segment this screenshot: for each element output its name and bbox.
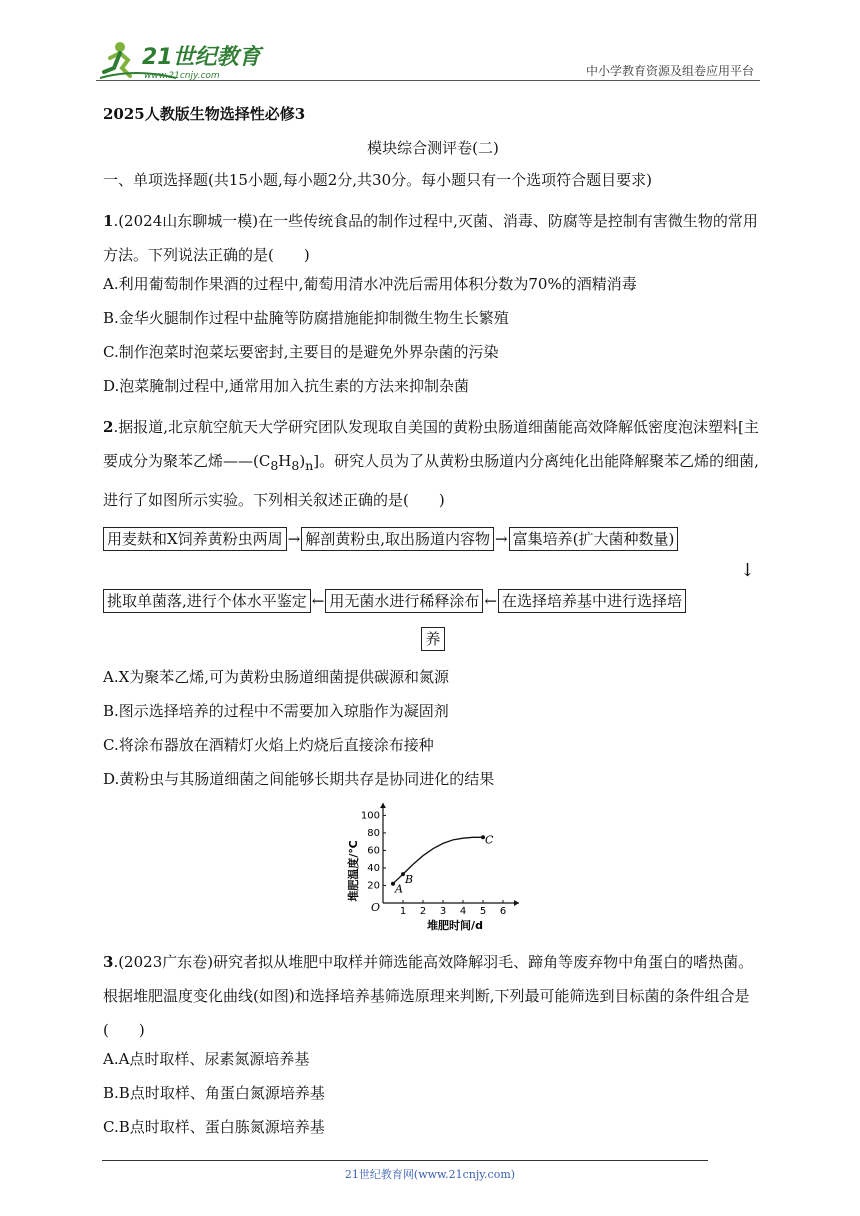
x-tick-label: 2	[419, 906, 427, 917]
down-arrow-icon: ↓	[739, 560, 755, 581]
q1-option-b: B.金华火腿制作过程中盐腌等防腐措施能抑制微生物生长繁殖	[103, 309, 509, 327]
header-divider	[96, 80, 760, 81]
q3-option-a: A.A点时取样、尿素氮源培养基	[103, 1050, 310, 1068]
y-tick-label: 40	[367, 862, 380, 874]
flow-step-5: 用无菌水进行稀释涂布	[325, 589, 483, 613]
x-tick-label: 1	[399, 906, 407, 917]
flow-step-2: 解剖黄粉虫,取出肠道内容物	[301, 527, 494, 551]
flow-step-4-continued: 养	[421, 627, 444, 651]
document-body	[103, 104, 763, 1151]
document-title: 2025人教版生物选择性必修3	[103, 105, 306, 123]
question-number: 2	[103, 418, 114, 436]
x-tick-label: 5	[479, 906, 487, 917]
compost-temperature-chart	[103, 803, 763, 933]
x-axis-arrow-icon	[514, 900, 519, 906]
question-2	[103, 410, 763, 789]
svg-text:21世纪教育: 21世纪教育	[142, 45, 261, 70]
chart-origin-label: O	[371, 901, 381, 914]
runner-logo-icon	[96, 38, 266, 84]
left-arrow-icon: ←	[311, 592, 325, 610]
q2-option-b: B.图示选择培养的过程中不需要加入琼脂作为凝固剂	[103, 702, 449, 720]
q2-option-c: C.将涂布器放在酒精灯火焰上灼烧后直接涂布接种	[103, 736, 434, 754]
flow-step-1: 用麦麸和X饲养黄粉虫两周	[103, 527, 287, 551]
question-1-stem: 1.(2024山东聊城一模)在一些传统食品的制作过程中,灭菌、消毒、防腐等是控制有害微生物的常用方法。下列说法正确的是( )	[103, 212, 758, 264]
q1-option-c: C.制作泡菜时泡菜坛要密封,主要目的是避免外界杂菌的污染	[103, 343, 499, 361]
site-logo[interactable]	[96, 38, 266, 84]
chart-svg	[343, 803, 523, 933]
point-label-a: A	[395, 882, 403, 896]
right-arrow-icon: →	[495, 530, 508, 548]
chart-xlabel: 堆肥时间/d	[427, 919, 483, 932]
y-tick-label: 20	[367, 880, 380, 892]
part-heading: 一、单项选择题(共15小题,每小题2分,共30分。每小题只有一个选项符合题目要求)	[103, 171, 652, 189]
section-title: 模块综合测评卷(二)	[367, 139, 499, 157]
question-3-stem: 3.(2023广东卷)研究者拟从堆肥中取样并筛选能高效降解羽毛、蹄角等废弃物中角蛋白的嗜热菌。根据堆肥温度变化曲线(如图)和选择培养基筛选原理来判断,下列最可能筛选到目标菌的条件组合是( )	[103, 953, 754, 1039]
flow-step-3: 富集培养(扩大菌种数量)	[509, 527, 679, 551]
flow-step-4-wrap	[103, 627, 763, 651]
experiment-flowchart	[103, 527, 763, 651]
x-tick-label: 6	[499, 906, 507, 917]
y-tick-label: 80	[367, 827, 380, 839]
svg-text:www.21cnjy.com: www.21cnjy.com	[144, 71, 220, 81]
flow-step-4: 在选择培养基中进行选择培	[498, 589, 686, 613]
q3-option-c: C.B点时取样、蛋白胨氮源培养基	[103, 1118, 325, 1136]
flow-step-6: 挑取单菌落,进行个体水平鉴定	[103, 589, 311, 613]
question-2-stem: 2.据报道,北京航空航天大学研究团队发现取自美国的黄粉虫肠道细菌能高效降解低密度泡沫塑料[主要成分为聚苯乙烯$——(C_8H_8)_n$]。研究人员为了从黄粉虫肠道内分离纯化出能降解聚苯乙烯的细菌,进行了如图所示实验。下列相关叙述正确的是( )	[103, 418, 759, 509]
question-3	[103, 945, 763, 1137]
q1-option-a: A.利用葡萄制作果酒的过程中,葡萄用清水冲洗后需用体积分数为70%的酒精消毒	[103, 275, 637, 293]
flow-row-2	[103, 589, 763, 613]
chart-ylabel: 堆肥温度/℃	[347, 840, 360, 902]
site-tagline: 中小学教育资源及组卷应用平台	[585, 64, 754, 78]
right-arrow-icon: →	[287, 530, 301, 548]
x-tick-label: 4	[459, 906, 467, 917]
y-tick-label: 60	[367, 845, 380, 857]
q3-option-b: B.B点时取样、角蛋白氮源培养基	[103, 1084, 325, 1102]
question-number: 1	[103, 212, 114, 230]
footer-divider	[102, 1160, 708, 1161]
y-axis-arrow-icon	[380, 803, 386, 808]
question-1	[103, 204, 763, 396]
x-tick-label: 3	[439, 906, 447, 917]
q1-option-d: D.泡菜腌制过程中,通常用加入抗生素的方法来抑制杂菌	[103, 377, 470, 395]
flow-row-1	[103, 527, 763, 551]
q2-option-d: D.黄粉虫与其肠道细菌之间能够长期共存是协同进化的结果	[103, 770, 495, 788]
point-label-c: C	[485, 833, 494, 847]
left-arrow-icon: ←	[484, 592, 497, 610]
question-number: 3	[103, 953, 114, 971]
q2-option-a: A.X为聚苯乙烯,可为黄粉虫肠道细菌提供碳源和氮源	[103, 668, 450, 686]
point-label-b: B	[405, 873, 414, 887]
footer-link[interactable]: 21世纪教育网(www.21cnjy.com)	[344, 1168, 516, 1181]
y-tick-label: 100	[360, 810, 380, 822]
